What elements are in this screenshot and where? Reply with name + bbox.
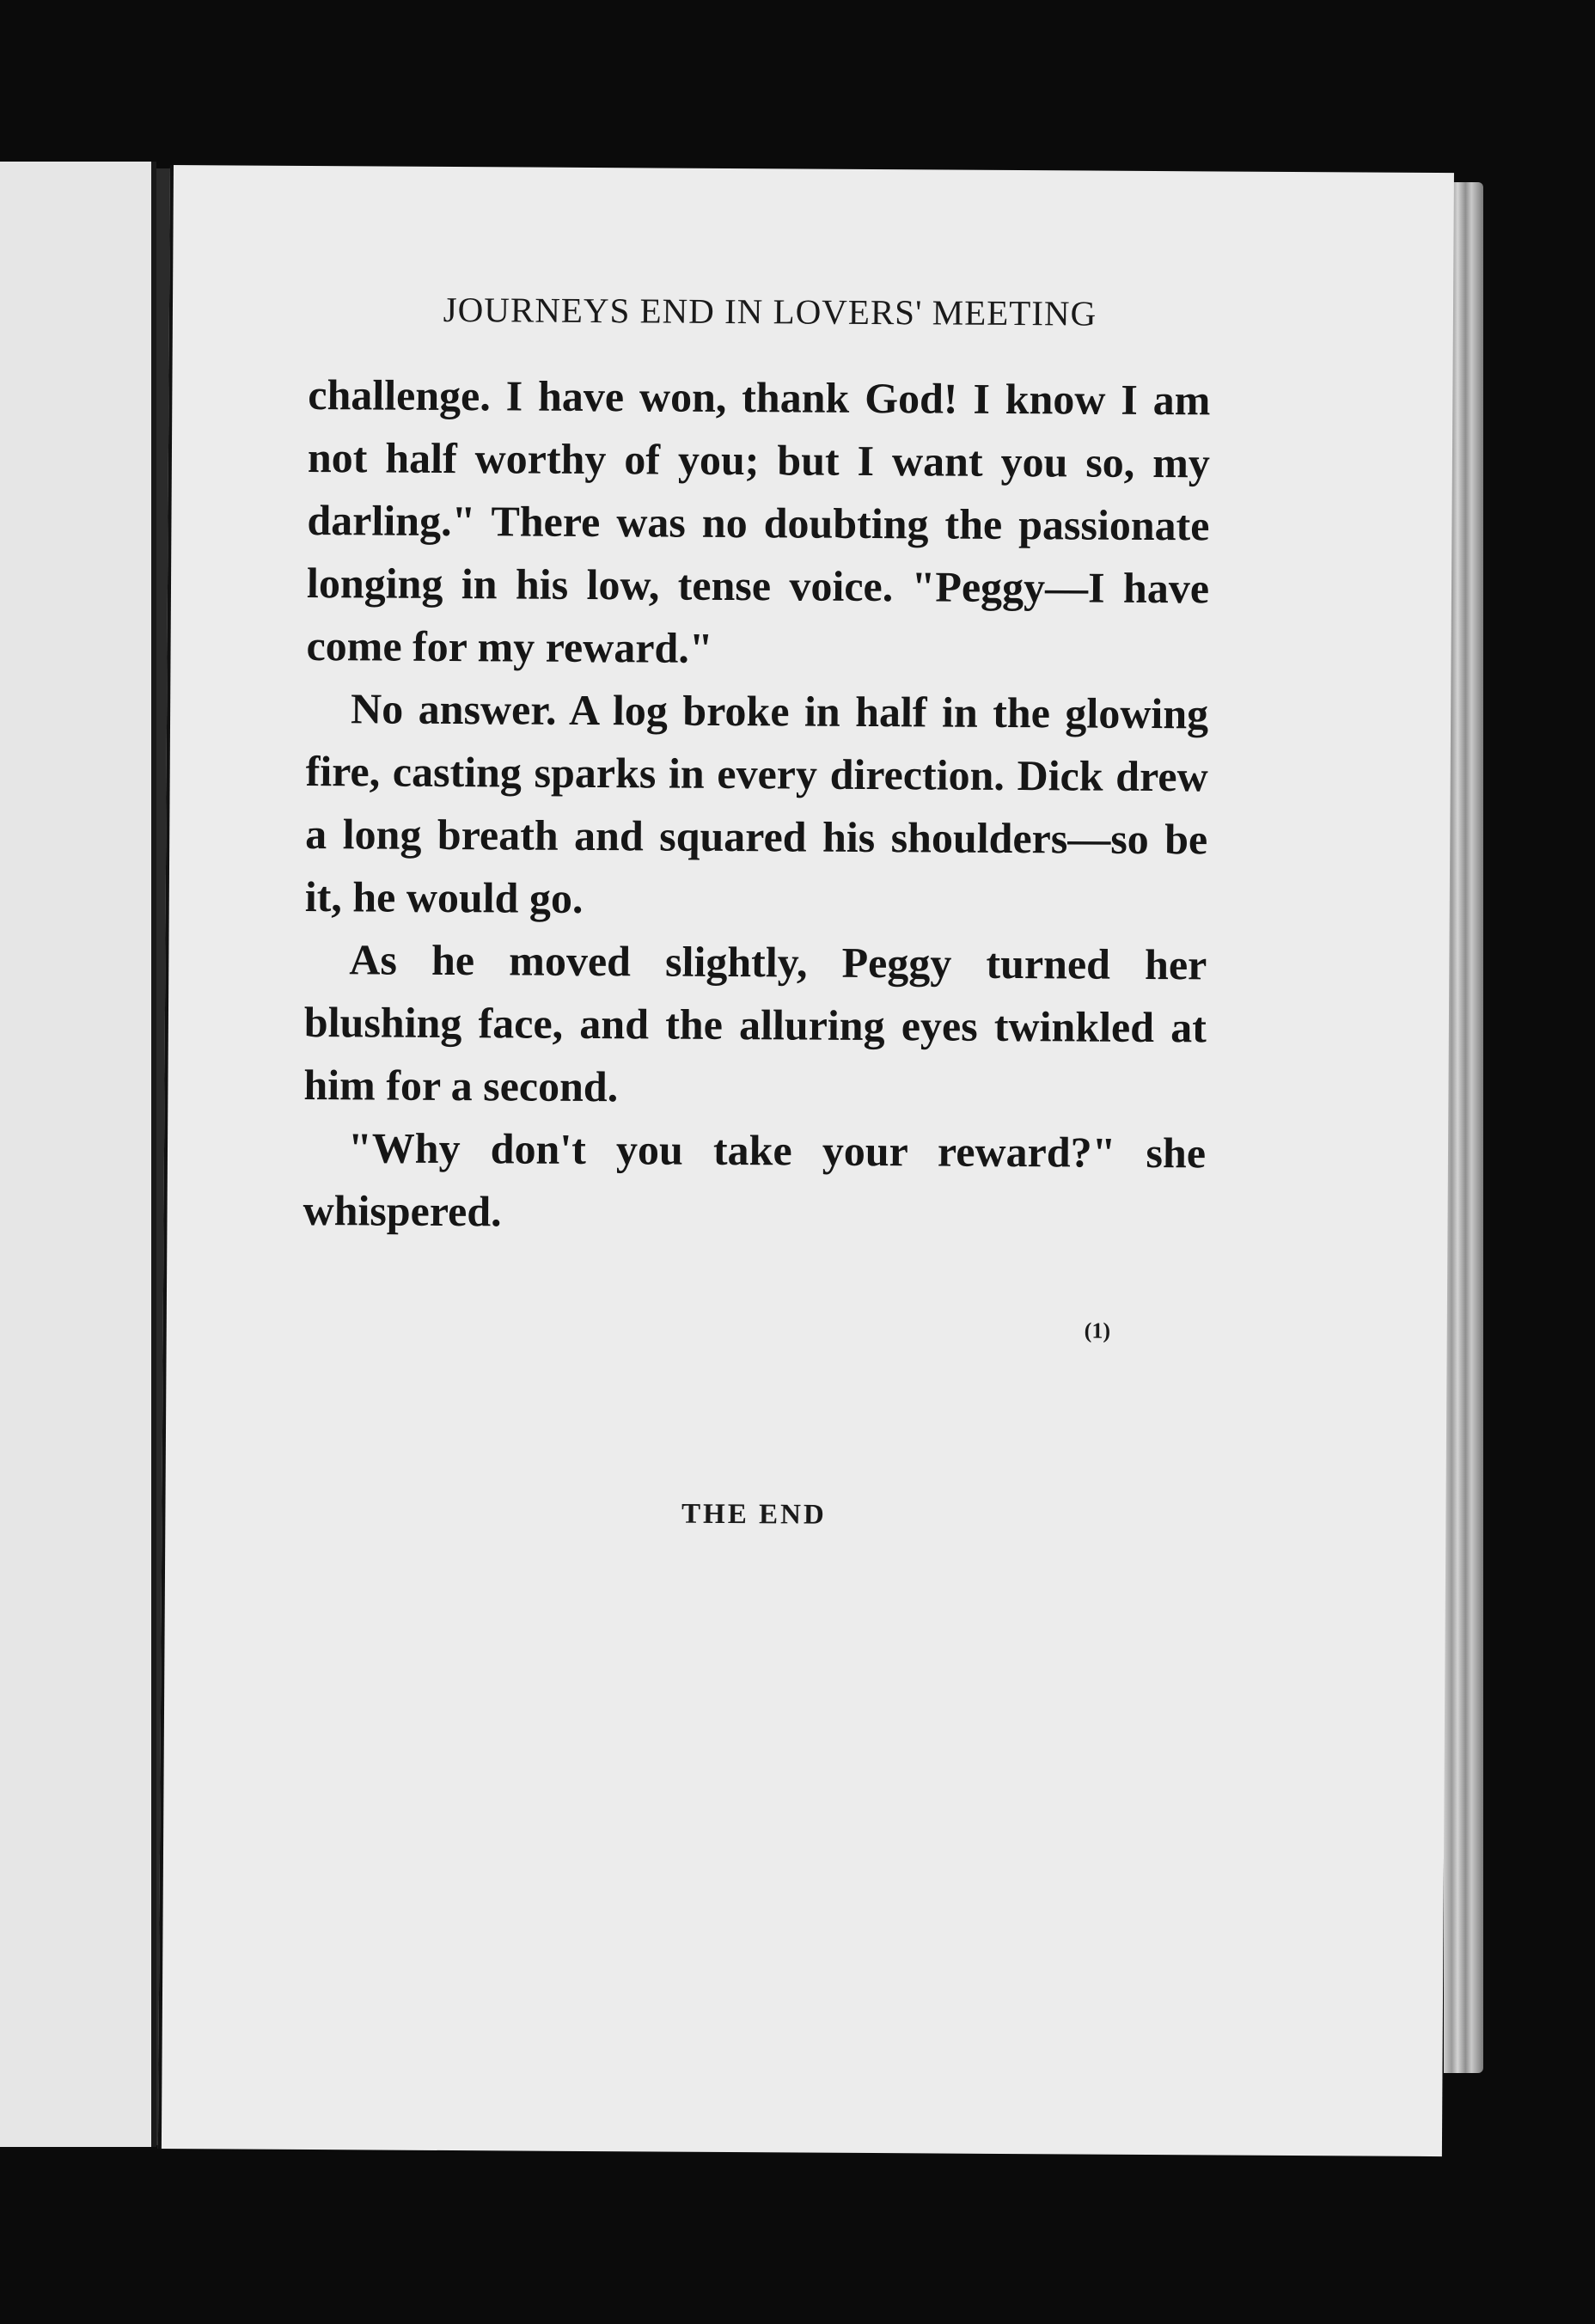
- previous-page-edge: [0, 162, 156, 2147]
- running-head: JOURNEYS END IN LOVERS' MEETING: [443, 289, 1097, 333]
- footnote-marker: (1): [1084, 1318, 1111, 1343]
- book-page: [158, 165, 1454, 2156]
- paragraph: "Why don't you take your reward?" she whispered.: [302, 1123, 1207, 1236]
- closing-text: THE END: [681, 1498, 827, 1531]
- body-text: [302, 364, 1210, 1247]
- paragraph: As he moved slightly, Peggy turned her blushing face, and the alluring eyes twinkled at him for a second.: [303, 935, 1207, 1111]
- paragraph: No answer. A log broke in half in the glowing fire, casting sparks in every direction. Dick drew a long breath and squared his shoulders—so be it, he would go.: [304, 684, 1209, 922]
- paragraph: challenge. I have won, thank God! I know I am not half worthy of you; but I want you so, my darling." There was no doubting the passionate longing in his low, tense voice. "Peggy—I have come for my reward.": [306, 370, 1211, 672]
